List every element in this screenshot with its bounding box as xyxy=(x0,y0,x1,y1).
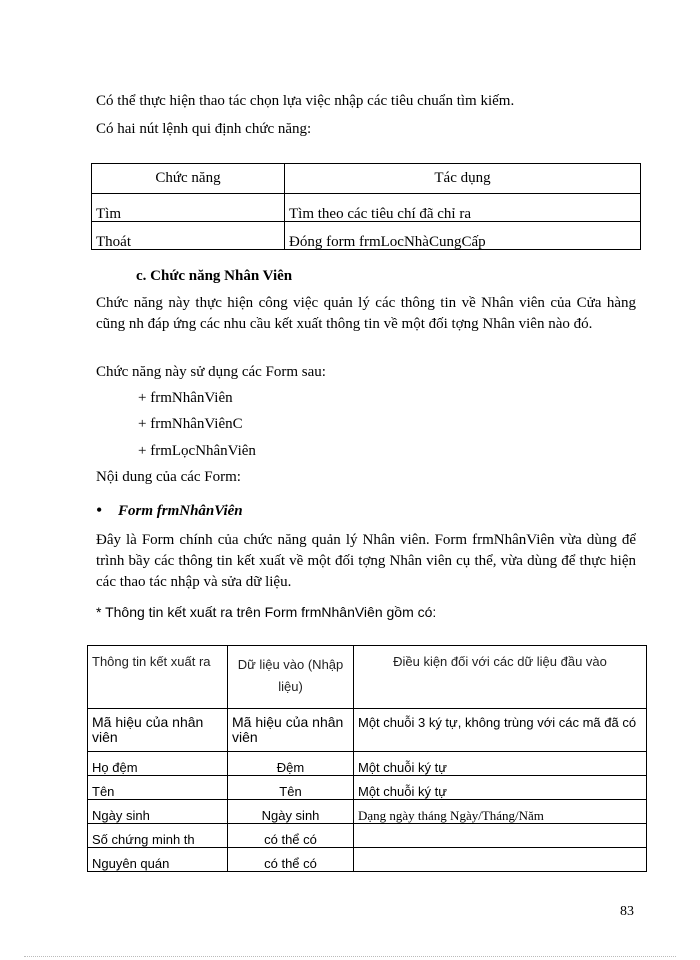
table-cell xyxy=(354,848,647,872)
header-cell: Dữ liệu vào (Nhập liệu) xyxy=(228,646,354,709)
table-cell: có thể có xyxy=(228,824,354,848)
header-cell: Tác dụng xyxy=(285,164,641,194)
page-bottom-rule xyxy=(24,956,676,957)
table-row xyxy=(88,800,647,824)
table-cell: Một chuỗi ký tự xyxy=(354,776,647,800)
output-intro: * Thông tin kết xuất ra trên Form frmNhânViên gồm có: xyxy=(96,604,437,620)
table-header-row xyxy=(92,164,641,194)
table-cell: Dạng ngày tháng Ngày/Tháng/Năm xyxy=(354,800,647,824)
table-cell: Đệm xyxy=(228,752,354,776)
table-row xyxy=(88,824,647,848)
output-table xyxy=(87,645,647,872)
table-cell: Tìm xyxy=(92,194,285,222)
header-cell: Thông tin kết xuất ra xyxy=(88,646,228,709)
table-row xyxy=(88,709,647,752)
table-cell: Thoát xyxy=(92,222,285,250)
table-cell: Số chứng minh th xyxy=(88,824,228,848)
content-intro: Nội dung của các Form: xyxy=(96,469,241,485)
page-number: 83 xyxy=(620,904,634,919)
table-cell: Ngày sinh xyxy=(228,800,354,824)
form-title: Form frmNhânViên xyxy=(118,503,243,519)
table-header-row xyxy=(88,646,647,709)
function-table xyxy=(91,163,641,250)
table-row xyxy=(88,752,647,776)
table-cell: Một chuỗi ký tự xyxy=(354,752,647,776)
header-cell: Chức năng xyxy=(92,164,285,194)
table-cell: Nguyên quán xyxy=(88,848,228,872)
table-cell: Một chuỗi 3 ký tự, không trùng với các mã đã có xyxy=(354,709,647,752)
table-cell: Ngày sinh xyxy=(88,800,228,824)
table-row xyxy=(92,222,641,250)
table-cell: Mã hiệu của nhân viên xyxy=(88,709,228,752)
section-description: Chức năng này thực hiện công việc quản lý các thông tin về Nhân viên của Cửa hàng cũng nh đáp ứng các nhu cầu kết xuất thông tin về một đối tợng Nhân viên nào đó. xyxy=(96,295,636,332)
paragraph-2: Có hai nút lệnh qui định chức năng: xyxy=(96,121,312,137)
table-cell xyxy=(354,824,647,848)
bullet-icon: • xyxy=(96,500,103,520)
table-row xyxy=(92,194,641,222)
form-description: Đây là Form chính của chức năng quản lý Nhân viên. Form frmNhânViên vừa dùng để trình bầy các thông tin kết xuất về một đối tợng Nhân viên cụ thể, vừa dùng để thực hiện các thao tác nhập và sửa dữ liệu. xyxy=(96,532,636,590)
table-cell: Tên xyxy=(228,776,354,800)
section-heading: c. Chức năng Nhân Viên xyxy=(136,268,293,284)
form-list-item: + frmNhânViên xyxy=(138,390,233,406)
table-row xyxy=(88,848,647,872)
table-row xyxy=(88,776,647,800)
header-cell: Điều kiện đối với các dữ liệu đầu vào xyxy=(354,646,647,709)
forms-intro: Chức năng này sử dụng các Form sau: xyxy=(96,364,326,380)
table-cell: Họ đệm xyxy=(88,752,228,776)
form-list-item: + frmNhânViênC xyxy=(138,416,243,432)
table-cell: Tên xyxy=(88,776,228,800)
paragraph-1: Có thể thực hiện thao tác chọn lựa việc nhập các tiêu chuẩn tìm kiếm. xyxy=(96,93,515,109)
table-cell: Tìm theo các tiêu chí đã chỉ ra xyxy=(285,194,641,222)
form-list-item: + frmLọcNhânViên xyxy=(138,443,256,459)
table-cell: có thể có xyxy=(228,848,354,872)
table-cell: Mã hiệu của nhân viên xyxy=(228,709,354,752)
table-cell: Đóng form frmLocNhàCungCấp xyxy=(285,222,641,250)
